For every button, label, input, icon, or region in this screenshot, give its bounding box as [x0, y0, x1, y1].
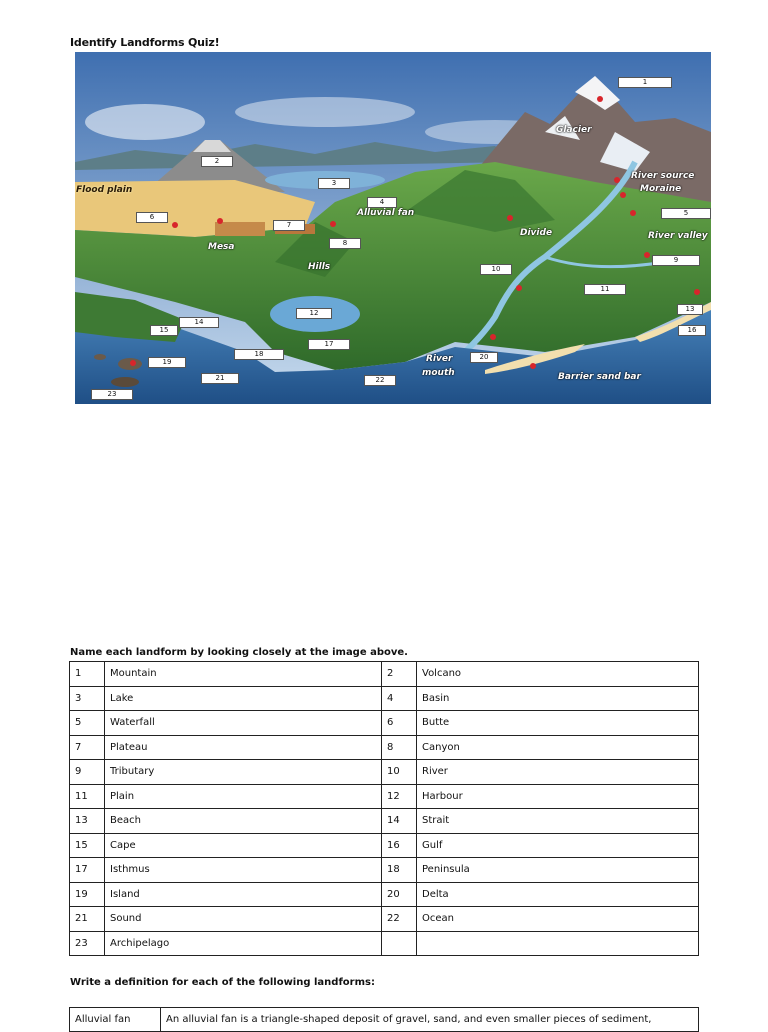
- answer-number: [382, 931, 417, 956]
- answer-cell[interactable]: Beach: [105, 809, 382, 834]
- caption-moraine: Moraine: [640, 184, 682, 194]
- definition-heading: Write a definition for each of the following landforms:: [70, 977, 375, 988]
- map-label: 21: [201, 373, 239, 384]
- answer-number: 22: [382, 907, 417, 932]
- table-row: [70, 711, 699, 736]
- map-label: 3: [318, 178, 350, 189]
- page-title: Identify Landforms Quiz!: [70, 36, 220, 49]
- map-label: 7: [273, 220, 305, 231]
- caption-mesa: Mesa: [208, 242, 235, 252]
- answer-number: 11: [70, 784, 105, 809]
- table-row: [70, 907, 699, 932]
- answer-number: 12: [382, 784, 417, 809]
- answer-cell[interactable]: [417, 931, 699, 956]
- answer-cell[interactable]: Cape: [105, 833, 382, 858]
- table-row: [70, 833, 699, 858]
- table-row: [70, 809, 699, 834]
- answer-cell[interactable]: Canyon: [417, 735, 699, 760]
- caption-river-mouth-2: mouth: [422, 368, 455, 378]
- table-row: [70, 858, 699, 883]
- caption-river-source: River source: [631, 171, 695, 181]
- answer-cell[interactable]: Isthmus: [105, 858, 382, 883]
- caption-glacier: Glacier: [556, 125, 592, 135]
- answer-cell[interactable]: Peninsula: [417, 858, 699, 883]
- answer-cell[interactable]: Waterfall: [105, 711, 382, 736]
- answer-number: 20: [382, 882, 417, 907]
- table-row: [70, 760, 699, 785]
- caption-river-mouth-1: River: [426, 354, 453, 364]
- answer-cell[interactable]: Sound: [105, 907, 382, 932]
- table-row: [70, 882, 699, 907]
- map-label: 14: [179, 317, 219, 328]
- map-label: 17: [308, 339, 350, 350]
- answer-number: 14: [382, 809, 417, 834]
- answer-cell[interactable]: Ocean: [417, 907, 699, 932]
- answer-number: 3: [70, 686, 105, 711]
- caption-flood-plain: Flood plain: [76, 185, 133, 195]
- answer-cell[interactable]: Island: [105, 882, 382, 907]
- caption-divide: Divide: [520, 228, 553, 238]
- answer-cell[interactable]: River: [417, 760, 699, 785]
- table-row: [70, 686, 699, 711]
- caption-hills: Hills: [308, 262, 331, 272]
- map-label: 1: [618, 77, 672, 88]
- answer-number: 15: [70, 833, 105, 858]
- answer-cell[interactable]: Mountain: [105, 662, 382, 687]
- answer-number: 5: [70, 711, 105, 736]
- map-label: 19: [148, 357, 186, 368]
- table-row: [70, 662, 699, 687]
- map-label: 20: [470, 352, 498, 363]
- map-label: 4: [367, 197, 397, 208]
- map-label: 13: [677, 304, 703, 315]
- answer-number: 6: [382, 711, 417, 736]
- answer-cell[interactable]: Lake: [105, 686, 382, 711]
- answer-number: 21: [70, 907, 105, 932]
- caption-river-valley: River valley: [648, 231, 708, 241]
- table-row: [70, 931, 699, 956]
- table-row: [70, 735, 699, 760]
- answer-cell[interactable]: Plain: [105, 784, 382, 809]
- answer-cell[interactable]: Harbour: [417, 784, 699, 809]
- answer-cell[interactable]: Volcano: [417, 662, 699, 687]
- definitions-table: [69, 1007, 699, 1032]
- answer-cell[interactable]: Plateau: [105, 735, 382, 760]
- answer-number: 19: [70, 882, 105, 907]
- answer-cell[interactable]: Butte: [417, 711, 699, 736]
- map-label: 10: [480, 264, 512, 275]
- answer-number: 10: [382, 760, 417, 785]
- answer-number: 4: [382, 686, 417, 711]
- definition-term: Alluvial fan: [70, 1008, 161, 1032]
- table-row: [70, 1008, 699, 1032]
- map-label: 18: [234, 349, 284, 360]
- answer-cell[interactable]: Delta: [417, 882, 699, 907]
- answers-table: [69, 661, 699, 956]
- caption-barrier-sand-bar: Barrier sand bar: [558, 372, 641, 382]
- answer-cell[interactable]: Basin: [417, 686, 699, 711]
- answer-cell[interactable]: Tributary: [105, 760, 382, 785]
- answer-number: 2: [382, 662, 417, 687]
- landforms-illustration: [75, 52, 711, 404]
- answer-number: 8: [382, 735, 417, 760]
- answer-number: 9: [70, 760, 105, 785]
- name-heading: Name each landform by looking closely at the image above.: [70, 647, 408, 658]
- table-row: [70, 784, 699, 809]
- map-label: 6: [136, 212, 168, 223]
- answer-number: 18: [382, 858, 417, 883]
- map-label: 9: [652, 255, 700, 266]
- map-label: 2: [201, 156, 233, 167]
- map-label: 23: [91, 389, 133, 400]
- answer-number: 1: [70, 662, 105, 687]
- map-label: 15: [150, 325, 178, 336]
- map-label: 8: [329, 238, 361, 249]
- answer-cell[interactable]: Strait: [417, 809, 699, 834]
- answer-number: 16: [382, 833, 417, 858]
- answer-number: 7: [70, 735, 105, 760]
- answer-number: 23: [70, 931, 105, 956]
- answer-cell[interactable]: Gulf: [417, 833, 699, 858]
- caption-alluvial-fan: Alluvial fan: [357, 208, 415, 218]
- answer-number: 13: [70, 809, 105, 834]
- map-label: 11: [584, 284, 626, 295]
- map-label: 12: [296, 308, 332, 319]
- map-label: 16: [678, 325, 706, 336]
- map-label: 22: [364, 375, 396, 386]
- landforms-picture: [75, 52, 711, 404]
- definition-text[interactable]: An alluvial fan is a triangle-shaped deposit of gravel, sand, and even smaller pieces of sediment,: [161, 1008, 699, 1032]
- answer-cell[interactable]: Archipelago: [105, 931, 382, 956]
- map-label: 5: [661, 208, 711, 219]
- answer-number: 17: [70, 858, 105, 883]
